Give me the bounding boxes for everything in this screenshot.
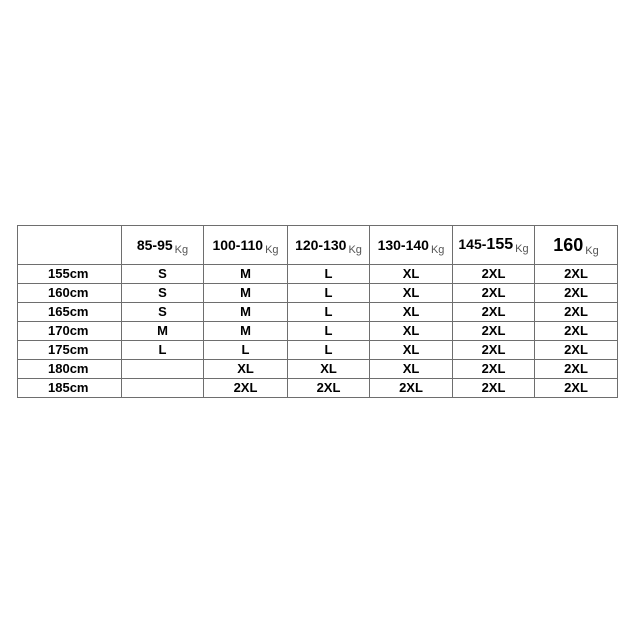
size-cell: L: [288, 322, 370, 341]
size-cell: M: [204, 322, 288, 341]
table-row: [18, 265, 618, 284]
size-cell: L: [288, 303, 370, 322]
weight-range: 120-130: [295, 237, 347, 253]
size-cell: M: [204, 265, 288, 284]
table-row: [18, 341, 618, 360]
table-row: [18, 379, 618, 398]
weight-unit: Kg: [174, 244, 189, 256]
weight-unit: Kg: [585, 244, 599, 257]
size-cell: 2XL: [535, 360, 618, 379]
height-cell: 175cm: [18, 341, 122, 360]
height-cell: 155cm: [18, 265, 122, 284]
weight-range: 100-110: [212, 237, 264, 253]
size-cell: 2XL: [370, 379, 453, 398]
weight-header-2: [204, 226, 288, 265]
weight-header-5: [453, 226, 535, 265]
table-row: [18, 360, 618, 379]
size-cell: [122, 360, 204, 379]
size-cell: 2XL: [535, 322, 618, 341]
size-cell: 2XL: [453, 303, 535, 322]
height-cell: 170cm: [18, 322, 122, 341]
weight-range: 85-95: [136, 237, 173, 253]
weight-range: 160: [553, 234, 584, 255]
weight-unit: Kg: [348, 244, 362, 256]
size-cell: M: [204, 284, 288, 303]
size-cell: M: [122, 322, 204, 341]
height-cell: 180cm: [18, 360, 122, 379]
weight-header-6: [535, 226, 618, 265]
size-cell: 2XL: [453, 360, 535, 379]
size-cell: S: [122, 303, 204, 322]
table-row: [18, 284, 618, 303]
weight-range: 145-: [458, 236, 487, 252]
size-cell: 2XL: [453, 322, 535, 341]
size-cell: 2XL: [453, 341, 535, 360]
height-cell: 160cm: [18, 284, 122, 303]
weight-unit: Kg: [265, 244, 279, 256]
table-row: [18, 322, 618, 341]
size-cell: [122, 379, 204, 398]
size-cell: M: [204, 303, 288, 322]
weight-range-emphasis: 155: [486, 236, 514, 253]
size-cell: 2XL: [535, 303, 618, 322]
size-cell: XL: [370, 322, 453, 341]
weight-header-3: [288, 226, 370, 265]
size-cell: L: [288, 341, 370, 360]
weight-range: 130-140: [377, 237, 429, 253]
size-cell: 2XL: [535, 265, 618, 284]
size-cell: XL: [370, 265, 453, 284]
size-cell: S: [122, 265, 204, 284]
size-cell: 2XL: [535, 284, 618, 303]
size-cell: S: [122, 284, 204, 303]
height-cell: 185cm: [18, 379, 122, 398]
size-cell: L: [122, 341, 204, 360]
size-cell: XL: [288, 360, 370, 379]
weight-unit: Kg: [430, 244, 445, 256]
size-cell: XL: [204, 360, 288, 379]
weight-header-1: [122, 226, 204, 265]
size-cell: XL: [370, 303, 453, 322]
size-cell: 2XL: [204, 379, 288, 398]
size-cell: 2XL: [535, 341, 618, 360]
size-cell: 2XL: [453, 284, 535, 303]
size-chart-table: [17, 225, 618, 398]
size-cell: 2XL: [453, 379, 535, 398]
height-cell: 165cm: [18, 303, 122, 322]
size-cell: 2XL: [535, 379, 618, 398]
size-cell: L: [288, 265, 370, 284]
size-cell: XL: [370, 341, 453, 360]
table-row: [18, 303, 618, 322]
size-cell: L: [288, 284, 370, 303]
weight-unit: Kg: [515, 243, 529, 255]
corner-cell: [18, 226, 122, 265]
size-rows: [18, 265, 618, 398]
size-cell: L: [204, 341, 288, 360]
size-cell: XL: [370, 360, 453, 379]
size-cell: 2XL: [288, 379, 370, 398]
header-row: [18, 226, 618, 265]
size-cell: 2XL: [453, 265, 535, 284]
weight-header-4: [370, 226, 453, 265]
size-cell: XL: [370, 284, 453, 303]
